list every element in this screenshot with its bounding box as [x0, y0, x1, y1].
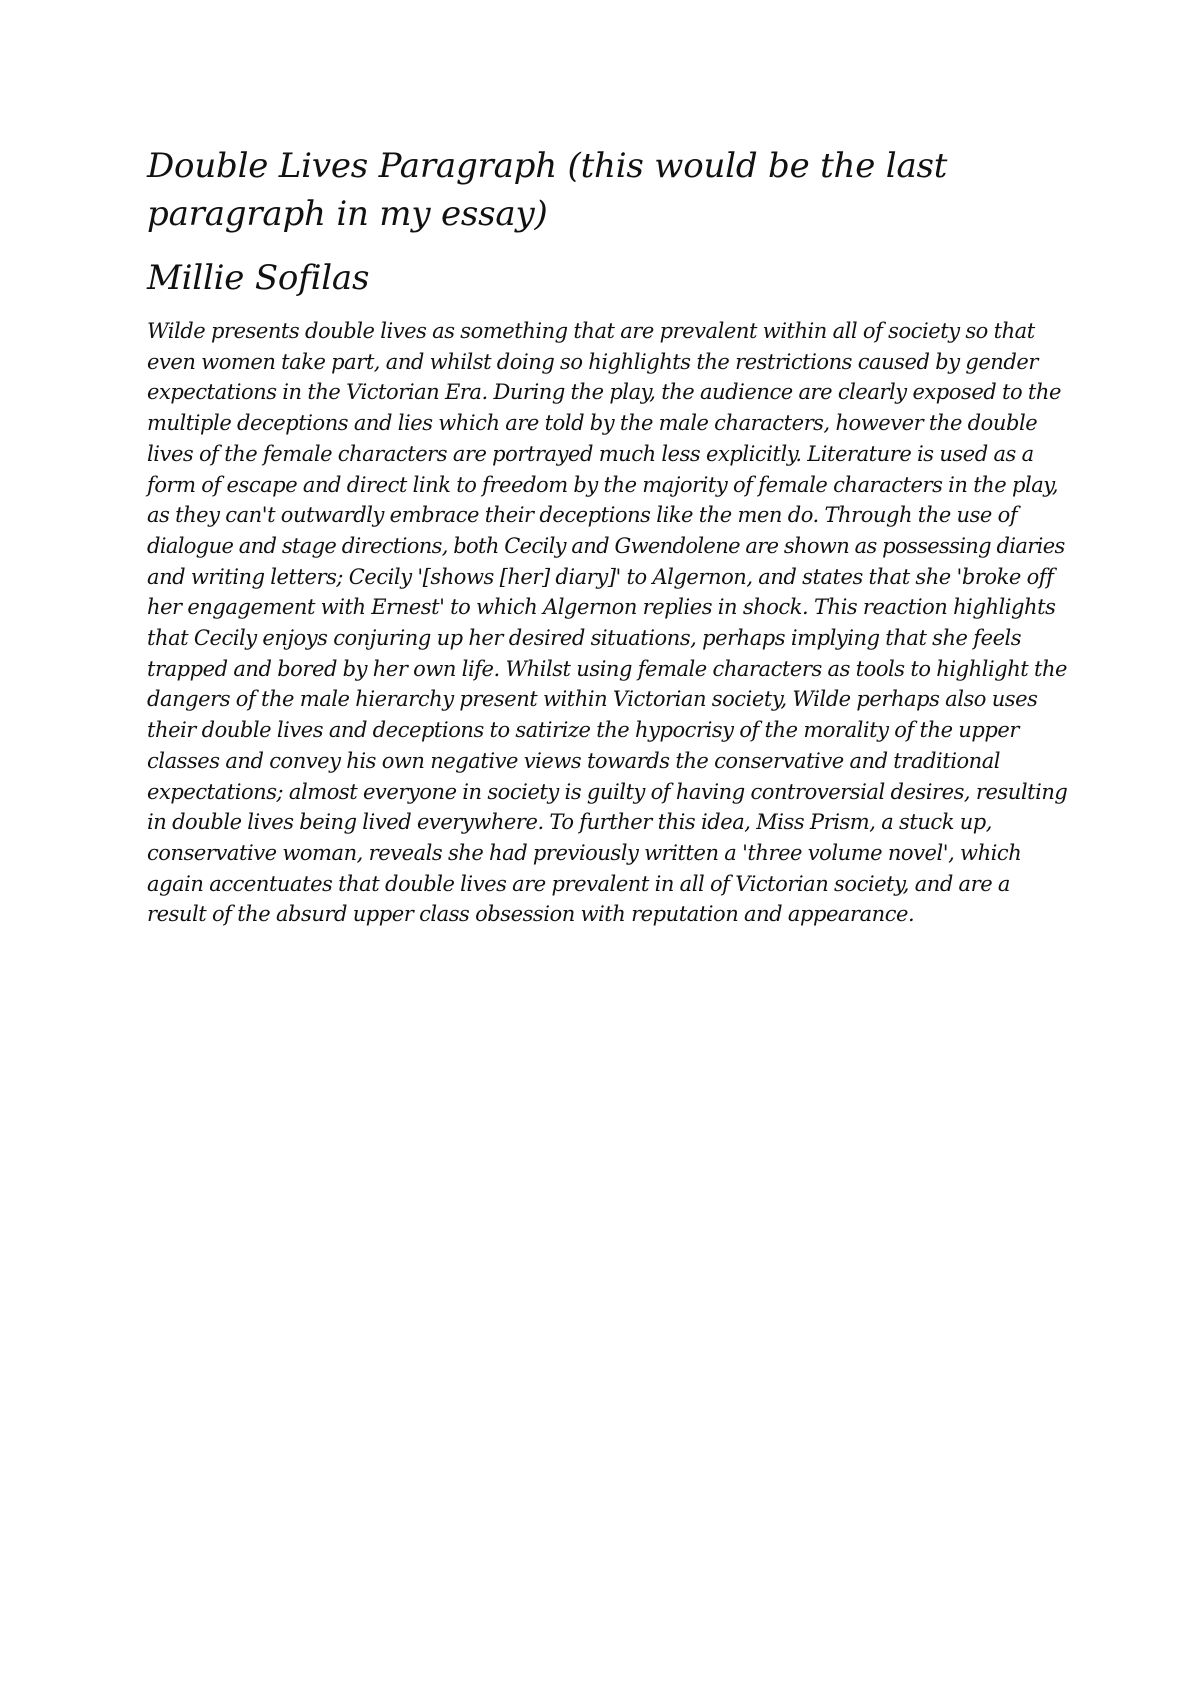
- paragraph-line: multiple deceptions and lies which are told by the male characters, however the double: [147, 411, 1038, 436]
- paragraph-line: that Cecily enjoys conjuring up her desired situations, perhaps implying that she feels: [147, 626, 1022, 651]
- paragraph-line: expectations in the Victorian Era. During the play, the audience are clearly exposed to the: [147, 380, 1061, 405]
- paragraph-line: even women take part, and whilst doing so highlights the restrictions caused by gender: [147, 349, 1038, 374]
- paragraph-line: again accentuates that double lives are prevalent in all of Victorian society, and are a: [147, 871, 1010, 896]
- paragraph-line: their double lives and deceptions to satirize the hypocrisy of the morality of the upper: [147, 718, 1019, 743]
- document-content: [147, 142, 1067, 930]
- paragraph-line: and writing letters; Cecily '[shows [her] diary]' to Algernon, and states that she 'broke off: [147, 564, 1054, 589]
- paragraph-line: form of escape and direct link to freedom by the majority of female characters in the play,: [147, 472, 1059, 497]
- author-name: Millie Sofilas: [147, 258, 370, 298]
- paragraph-line: Wilde presents double lives as something that are prevalent within all of society so that: [147, 319, 1035, 343]
- paragraph-line: her engagement with Ernest' to which Algernon replies in shock. This reaction highlights: [147, 595, 1056, 620]
- paragraph-line: conservative woman, reveals she had previously written a 'three volume novel', which: [147, 840, 1022, 865]
- paragraph-line: trapped and bored by her own life. Whilst using female characters as tools to highlight the: [147, 656, 1068, 681]
- paragraph-line: in double lives being lived everywhere. To further this idea, Miss Prism, a stuck up,: [147, 810, 992, 835]
- paragraph-line: classes and convey his own negative views towards the conservative and traditional: [147, 748, 1001, 773]
- essay-paragraph: [147, 316, 1067, 930]
- paragraph-line: lives of the female characters are portrayed much less explicitly. Literature is used as a: [147, 441, 1034, 466]
- paragraph-line: result of the absurd upper class obsession with reputation and appearance.: [147, 902, 915, 927]
- document-title: Double Lives Paragraph (this would be the last paragraph in my essay): [147, 146, 948, 234]
- paragraph-line: dialogue and stage directions, both Cecily and Gwendolene are shown as possessing diaries: [147, 533, 1065, 558]
- paragraph-line: as they can't outwardly embrace their deceptions like the men do. Through the use of: [147, 503, 1018, 528]
- paragraph-line: expectations; almost everyone in society is guilty of having controversial desires, resulting: [147, 779, 1068, 804]
- paragraph-line: dangers of the male hierarchy present within Victorian society, Wilde perhaps also uses: [147, 687, 1038, 712]
